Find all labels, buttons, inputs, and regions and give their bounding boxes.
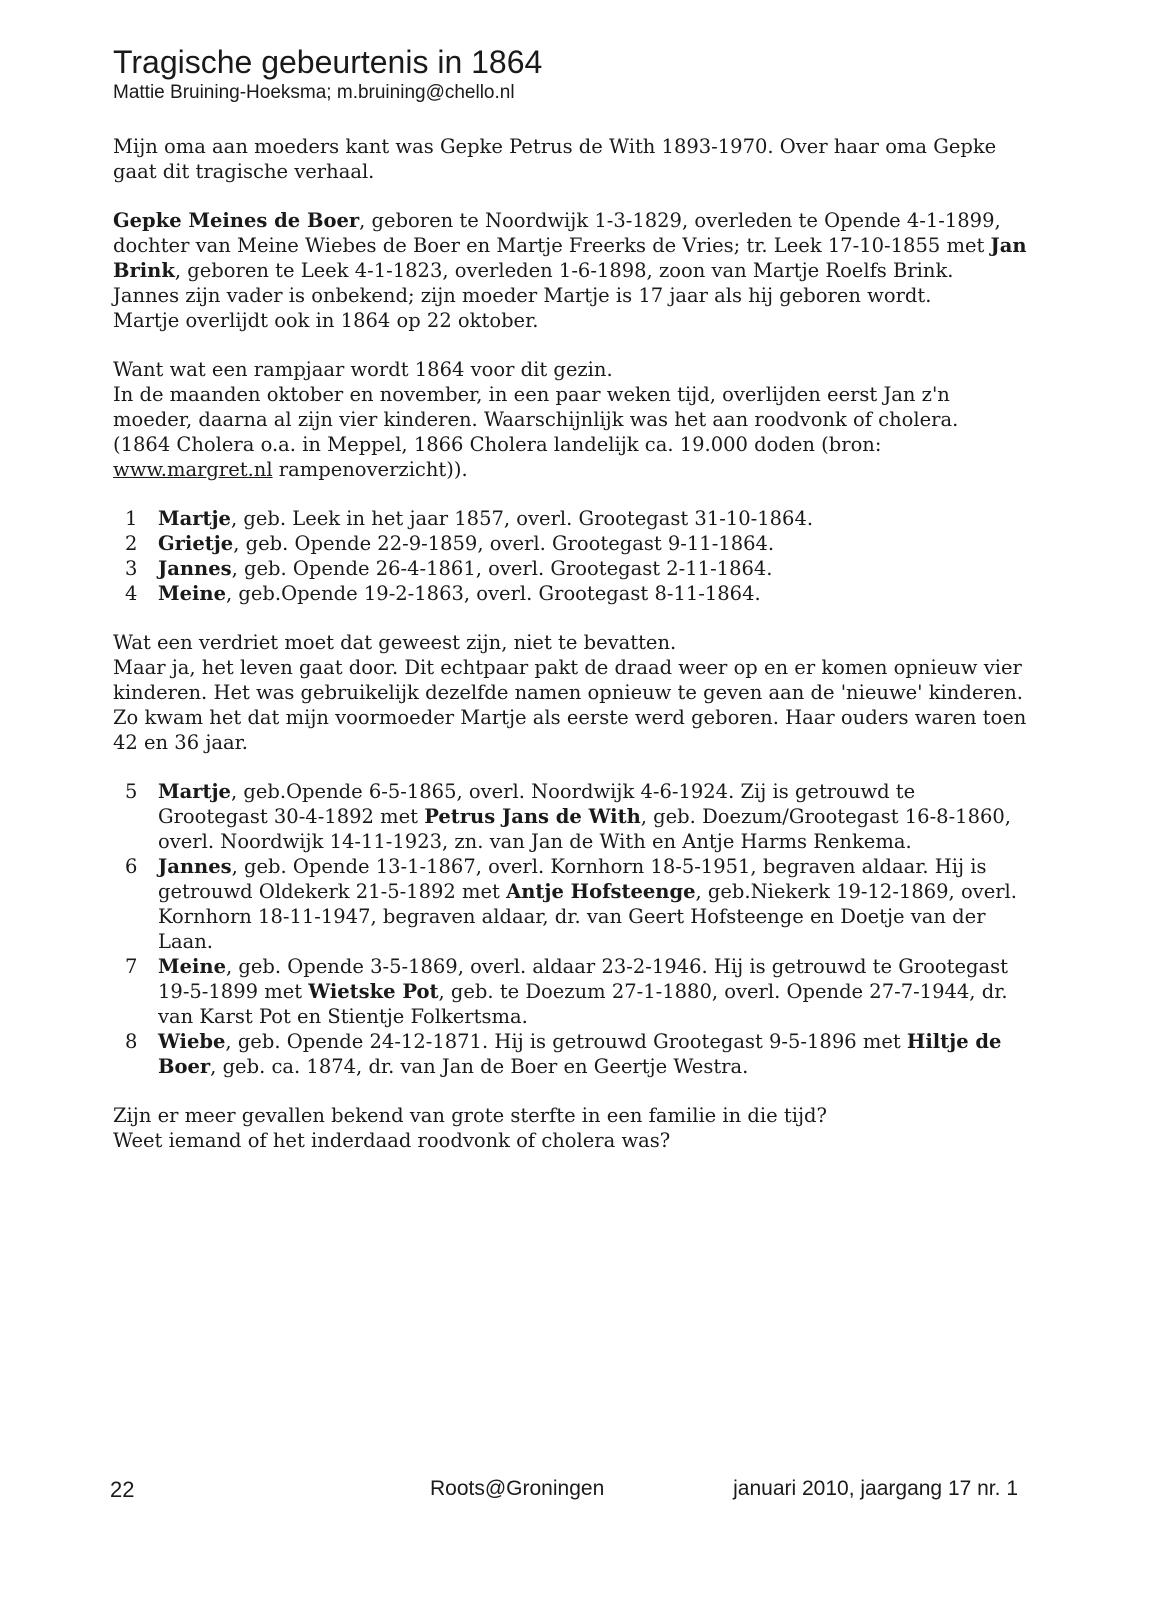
jan-details: , geboren te Leek 4-1-1823, overleden 1-6-1898, zoon van Martje Roelfs Brink. xyxy=(174,259,954,282)
closing-line-2: Weet iemand of het inderdaad roodvonk of cholera was? xyxy=(113,1129,671,1152)
issue-info: januari 2010, jaargang 17 nr. 1 xyxy=(733,1477,1018,1500)
list-item xyxy=(113,581,1029,606)
second-children-list xyxy=(113,779,1029,1079)
list-item xyxy=(113,779,1029,854)
child-name: Grietje xyxy=(158,532,234,555)
list-item xyxy=(113,1029,1029,1079)
jan-name: Jan Brink xyxy=(113,234,1027,282)
article-title: Tragische gebeurtenis in 1864 xyxy=(113,44,543,80)
child-name: Martje xyxy=(158,780,231,803)
gepke-name: Gepke Meines de Boer xyxy=(113,209,360,232)
article-author: Mattie Bruining-Hoeksma; m.bruining@chello.nl xyxy=(113,82,515,103)
child-details: , geb. Opende 3-5-1869, overl. aldaar 23-2-1946. Hij is getrouwd te Grootegast 19-5-1899 met xyxy=(158,955,1008,1003)
list-item xyxy=(113,531,1029,556)
child-name: Meine xyxy=(158,582,226,605)
child-name: Meine xyxy=(158,955,226,978)
rampjaar-line-2: In de maanden oktober en november, in een paar weken tijd, overlijden eerst Jan z'n moeder, daarna al zijn vier kinderen. Waarschijnlijk was het aan roodvonk of cholera. xyxy=(113,383,959,431)
list-item xyxy=(113,556,1029,581)
child-name: Jannes xyxy=(158,557,232,580)
item-number: 2 xyxy=(125,532,138,555)
spouse-details: , geb. ca. 1874, dr. van Jan de Boer en Geertje Westra. xyxy=(210,1055,749,1078)
item-number: 5 xyxy=(125,780,138,803)
child-name: Wiebe xyxy=(158,1030,226,1053)
verdriet-line-2: Maar ja, het leven gaat door. Dit echtpaar pakt de draad weer op en er komen opnieuw vier kinderen. Het was gebruikelijk dezelfde namen opnieuw te geven aan de 'nieuwe' kinderen. Zo kwam het dat mijn voormoeder Martje als eerste werd geboren. Haar ouders waren toen 42 en 36 jaar. xyxy=(113,656,1027,754)
page-number: 22 xyxy=(110,1477,135,1502)
family-line-2: Jannes zijn vader is onbekend; zijn moeder Martje is 17 jaar als hij geboren wordt. xyxy=(113,284,932,307)
magazine-name: Roots@Groningen xyxy=(430,1477,605,1500)
source-link[interactable]: www.margret.nl xyxy=(113,458,273,481)
item-number: 1 xyxy=(125,507,138,530)
spouse-name: Petrus Jans de With xyxy=(424,805,641,828)
rampjaar-line-3 xyxy=(113,432,1029,482)
closing-line-1: Zijn er meer gevallen bekend van grote sterfte in een familie in die tijd? xyxy=(113,1104,827,1127)
first-children-list xyxy=(113,506,1029,606)
spouse-details: , geb.Niekerk 19-12-1869, overl. Kornhorn 18-11-1947, begraven aldaar, dr. van Geert Hofsteenge en Doetje van der Laan. xyxy=(158,880,1017,953)
list-item xyxy=(113,954,1029,1029)
item-number: 6 xyxy=(125,855,138,878)
verdriet-line-1: Wat een verdriet moet dat geweest zijn, niet te bevatten. xyxy=(113,631,677,654)
intro-paragraph: Mijn oma aan moeders kant was Gepke Petrus de With 1893-1970. Over haar oma Gepke gaat dit tragische verhaal. xyxy=(113,135,997,183)
page-footer xyxy=(110,1477,1030,1503)
child-details: , geb.Opende 19-2-1863, overl. Grootegast 8-11-1864. xyxy=(225,582,761,605)
item-number: 4 xyxy=(125,582,138,605)
child-details: , geb. Opende 26-4-1861, overl. Grootegast 2-11-1864. xyxy=(231,557,773,580)
child-name: Martje xyxy=(158,507,231,530)
rampjaar-source-pre: (1864 Cholera o.a. in Meppel, 1866 Cholera landelijk ca. 19.000 doden (bron: xyxy=(113,433,882,456)
article-body xyxy=(113,134,1029,1153)
family-line-3: Martje overlijdt ook in 1864 op 22 oktober. xyxy=(113,309,539,332)
child-details: , geb.Opende 6-5-1865, overl. Noordwijk 4-6-1924. Zij is getrouwd te Grootegast 30-4-1892 met xyxy=(158,780,916,828)
item-number: 3 xyxy=(125,557,138,580)
spouse-name: Wietske Pot xyxy=(308,980,439,1003)
child-details: , geb. Opende 24-12-1871. Hij is getrouwd Grootegast 9-5-1896 met xyxy=(225,1030,907,1053)
gepke-details: , geboren te Noordwijk 1-3-1829, overleden te Opende 4-1-1899, dochter van Meine Wiebes de Boer en Martje Freerks de Vries; tr. Leek 17-10-1855 met xyxy=(113,209,1001,257)
spouse-details: , geb. Doezum/Grootegast 16-8-1860, overl. Noordwijk 14-11-1923, zn. van Jan de With en Antje Harms Renkema. xyxy=(158,805,1011,853)
list-item xyxy=(113,506,1029,531)
spouse-name: Antje Hofsteenge xyxy=(506,880,696,903)
rampjaar-line-1: Want wat een rampjaar wordt 1864 voor dit gezin. xyxy=(113,358,613,381)
item-number: 7 xyxy=(125,955,138,978)
child-details: , geb. Opende 13-1-1867, overl. Kornhorn 18-5-1951, begraven aldaar. Hij is getrouwd Oldekerk 21-5-1892 met xyxy=(158,855,987,903)
spouse-details: , geb. te Doezum 27-1-1880, overl. Opende 27-7-1944, dr. van Karst Pot en Stientje Folkertsma. xyxy=(158,980,1008,1028)
item-number: 8 xyxy=(125,1030,138,1053)
rampjaar-source-post: rampenoverzicht)). xyxy=(272,458,468,481)
article xyxy=(113,42,1029,1153)
list-item xyxy=(113,854,1029,954)
child-name: Jannes xyxy=(158,855,232,878)
spouse-name: Hiltje de Boer xyxy=(158,1030,1002,1078)
child-details: , geb. Leek in het jaar 1857, overl. Grootegast 31-10-1864. xyxy=(230,507,814,530)
family-paragraph xyxy=(113,208,1029,283)
child-details: , geb. Opende 22-9-1859, overl. Grootegast 9-11-1864. xyxy=(233,532,775,555)
